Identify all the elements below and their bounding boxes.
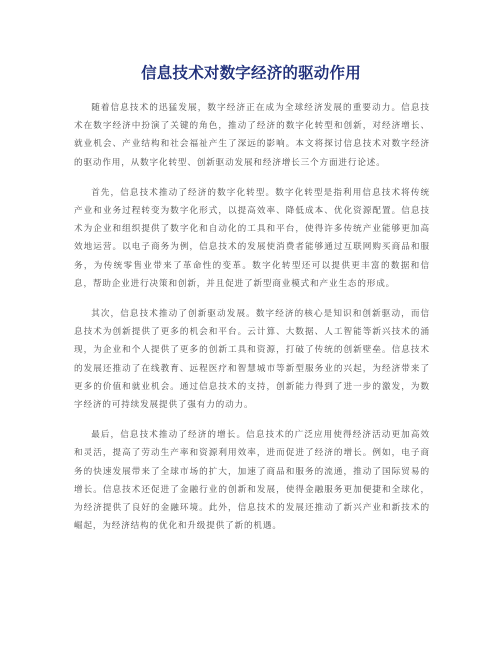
document-body <box>74 99 430 547</box>
document-title: 信息技术对数字经济的驱动作用 <box>141 64 361 82</box>
paragraph-growth: 最后，信息技术推动了经济的增长。信息技术的广泛应用使得经济活动更加高效和灵活，提高了劳动生产率和资源利用效率，进而促进了经济的增长。例如，电子商务的快速发展带来了全球市场的扩大，加速了商品和服务的流通，推动了国际贸易的增长。信息技术还促进了金融行业的创新和发展，使得金融服务更加便捷和全球化，为经济提供了良好的金融环境。此外，信息技术的发展还推动了新兴产业和新技术的崛起，为经济结构的优化和升级提供了新的机遇。 <box>74 430 430 532</box>
paragraph-innovation: 其次，信息技术推动了创新驱动发展。数字经济的核心是知识和创新驱动，而信息技术为创新提供了更多的机会和平台。云计算、大数据、人工智能等新兴技术的涌现，为企业和个人提供了更多的创新工具和资源，打破了传统的创新壁垒。信息技术的发展还推动了在线教育、远程医疗和智慧城市等新型服务业的兴起，为经济带来了更多的价值和就业机会。通过信息技术的支持，创新能力得到了进一步的激发，为数字经济的可持续发展提供了强有力的动力。 <box>74 309 430 411</box>
paragraph-digital-transformation: 首先，信息技术推动了经济的数字化转型。数字化转型是指利用信息技术将传统产业和业务过程转变为数字化形式，以提高效率、降低成本、优化资源配置。信息技术为企业和组织提供了数字化和自动化的工具和平台，使得许多传统产业能够更加高效地运营。以电子商务为例，信息技术的发展使消费者能够通过互联网购买商品和服务，为传统零售业带来了革命性的变革。数字化转型还可以提供更丰富的数据和信息，帮助企业进行决策和创新，并且促进了新型商业模式和产业生态的形成。 <box>74 187 430 289</box>
paragraph-intro: 随着信息技术的迅猛发展，数字经济正在成为全球经济发展的重要动力。信息技术在数字经济中扮演了关键的角色，推动了经济的数字化转型和创新，对经济增长、就业机会、产业结构和社会福祉产生了深远的影响。本文将探讨信息技术对数字经济的驱动作用，从数字化转型、创新驱动发展和经济增长三个方面进行论述。 <box>74 103 430 168</box>
